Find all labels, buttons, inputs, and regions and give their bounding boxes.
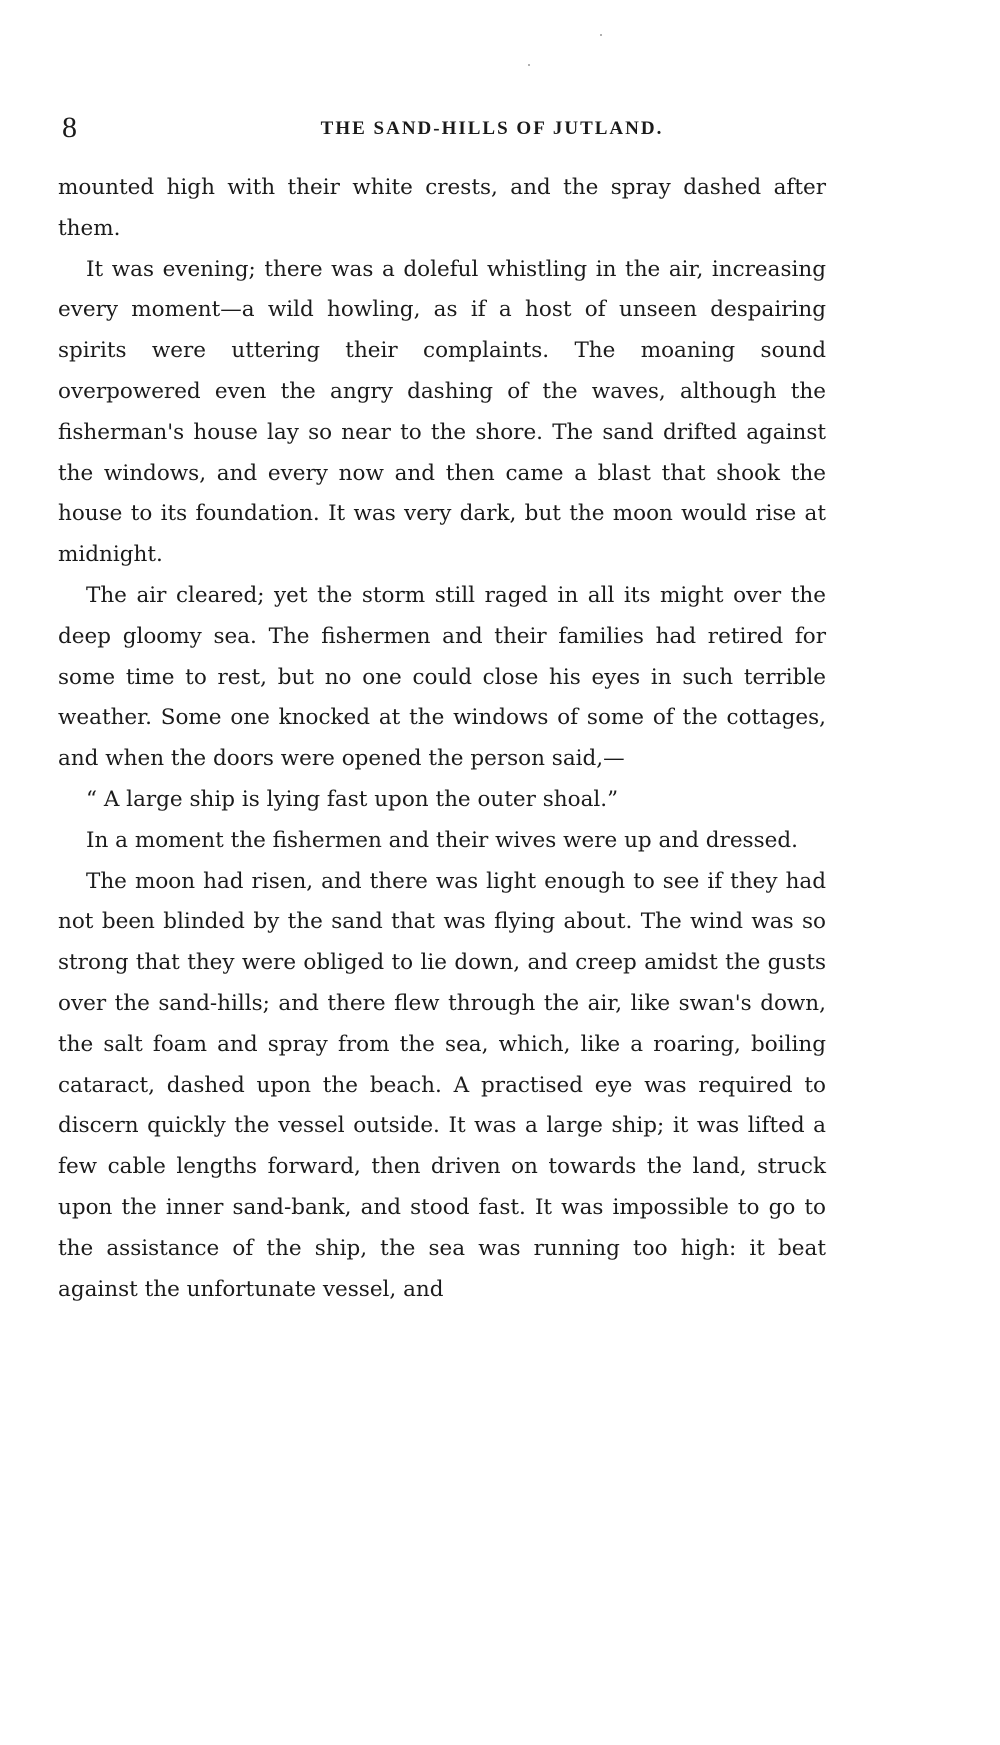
paragraph-quote: “ A large ship is lying fast upon the outer shoal.” [86, 786, 619, 812]
paper-speck [528, 64, 530, 66]
body-text [58, 168, 826, 1310]
paper-speck [600, 34, 602, 36]
paragraph: mounted high with their white crests, and the spray dashed after them. [58, 175, 826, 241]
page-number: 8 [62, 111, 77, 144]
paragraph: It was evening; there was a doleful whistling in the air, increasing every moment—a wild howling, as if a host of unseen despairing spirits were uttering their complaints. The moaning sound overpowered even the angry dashing of the waves, although the fisherman's house lay so near to the shore. The sand drifted against the windows, and every now and then came a blast that shook the house to its foundation. It was very dark, but the moon would rise at midnight. [58, 256, 826, 568]
paragraph: The moon had risen, and there was light enough to see if they had not been blinded by the sand that was flying about. The wind was so strong that they were obliged to lie down, and creep amidst the gusts over the sand-hills; and there flew through the air, like swan's down, the salt foam and spray from the sea, which, like a roaring, boiling cataract, dashed upon the beach. A practised eye was required to discern quickly the vessel outside. It was a large ship; it was lifted a few cable lengths forward, then driven on towards the land, struck upon the inner sand-bank, and stood fast. It was impossible to go to the assistance of the ship, the sea was running too high: it beat against the unfortunate vessel, and [58, 868, 826, 1302]
paragraph: In a moment the fishermen and their wives were up and dressed. [86, 827, 798, 853]
page-header [62, 112, 922, 148]
paragraph: The air cleared; yet the storm still raged in all its might over the deep gloomy sea. The fishermen and their families had retired for some time to rest, but no one could close his eyes in such terrible weather. Some one knocked at the windows of some of the cottages, and when the doors were opened the person said,— [58, 582, 826, 772]
running-title: THE SAND-HILLS OF JUTLAND. [320, 118, 664, 139]
